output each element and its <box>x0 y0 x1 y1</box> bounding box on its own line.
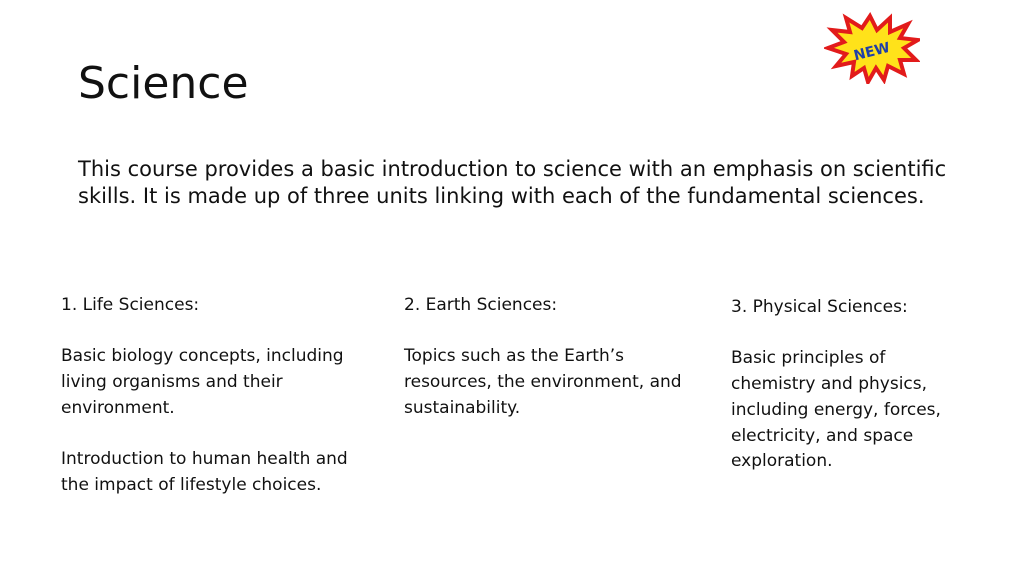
unit-description: Introduction to human health and the impact of lifestyle choices. <box>61 449 348 495</box>
slide-title: Science <box>78 58 249 109</box>
unit-physical-sciences <box>731 295 951 475</box>
new-starburst-icon <box>824 12 920 84</box>
unit-heading: 1. Life Sciences: <box>61 295 200 315</box>
unit-description: Topics such as the Earth’s resources, the environment, and sustainability. <box>404 346 682 418</box>
unit-description: Basic biology concepts, including living organisms and their environment. <box>61 346 344 418</box>
unit-earth-sciences <box>404 293 694 422</box>
new-badge-label: NEW <box>852 39 892 65</box>
unit-heading: 2. Earth Sciences: <box>404 295 558 315</box>
unit-heading: 3. Physical Sciences: <box>731 297 908 317</box>
course-intro: This course provides a basic introduction to science with an emphasis on scientific skills. It is made up of three units linking with each of the fundamental sciences. <box>78 157 947 208</box>
unit-description: Basic principles of chemistry and physics, including energy, forces, electricity, and space exploration. <box>731 348 941 472</box>
unit-life-sciences <box>61 293 361 499</box>
